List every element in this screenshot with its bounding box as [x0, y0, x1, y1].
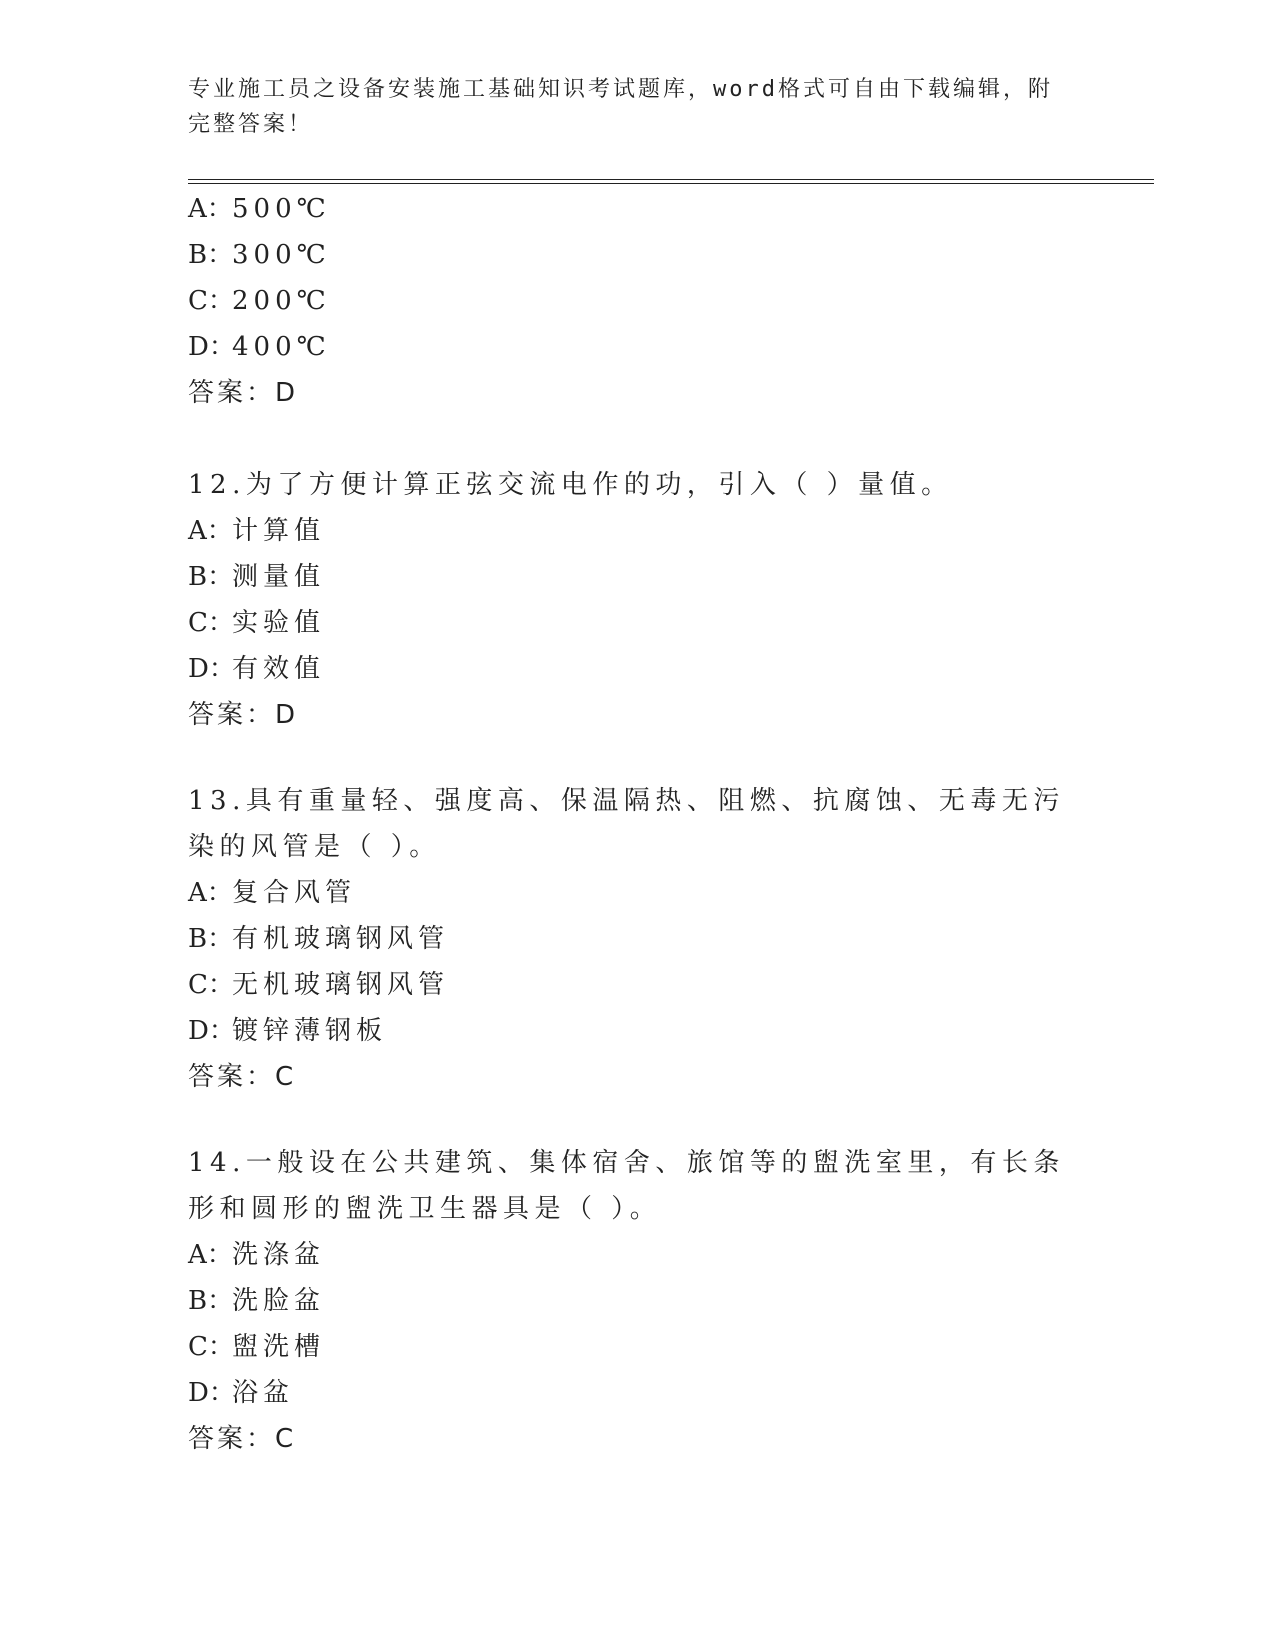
- option-b: [188, 1278, 1088, 1324]
- option-label: B：: [188, 240, 234, 270]
- option-label: D：: [188, 1378, 235, 1408]
- document-header: 专业施工员之设备安装施工基础知识考试题库，word格式可自由下载编辑，附完整答案！: [188, 77, 1053, 137]
- option-text: 400℃: [232, 332, 331, 362]
- option-label: C：: [188, 970, 234, 1000]
- option-d: [188, 1370, 1088, 1416]
- option-label: A：: [188, 194, 233, 224]
- question-block-12: [188, 462, 1088, 738]
- option-d: [188, 1008, 1088, 1054]
- question-block-11: [188, 186, 1088, 416]
- option-label: D：: [188, 654, 235, 684]
- option-label: C：: [188, 1332, 234, 1362]
- option-text: 200℃: [232, 286, 331, 316]
- option-label: A：: [188, 516, 233, 546]
- option-text: 洗脸盆: [232, 1286, 326, 1316]
- option-text: 测量值: [232, 562, 326, 592]
- option-a: [188, 870, 1088, 916]
- option-a: [188, 508, 1088, 554]
- option-text: 盥洗槽: [232, 1332, 326, 1362]
- option-text: 复合风管: [232, 878, 357, 908]
- option-text: 有效值: [232, 654, 326, 684]
- question-text: 12.为了方便计算正弦交流电作的功，引入（ ）量值。: [188, 470, 953, 500]
- option-text: 洗涤盆: [232, 1240, 326, 1270]
- option-text: 500℃: [232, 194, 331, 224]
- option-d: [188, 646, 1088, 692]
- option-label: A：: [188, 1240, 233, 1270]
- answer-line: 答案：C: [188, 1062, 297, 1092]
- answer-line: 答案：C: [188, 1424, 297, 1454]
- option-label: B：: [188, 1286, 234, 1316]
- option-text: 无机玻璃钢风管: [232, 970, 450, 1000]
- option-label: D：: [188, 1016, 235, 1046]
- option-a: [188, 186, 1088, 232]
- option-c: [188, 278, 1088, 324]
- header-rule-bottom: [188, 183, 1154, 184]
- option-label: B：: [188, 924, 234, 954]
- question-text: 13.具有重量轻、强度高、保温隔热、阻燃、抗腐蚀、无毒无污染的风管是（ ）。: [188, 786, 1065, 862]
- option-label: C：: [188, 286, 234, 316]
- header-rule-top: [188, 179, 1154, 180]
- option-label: D：: [188, 332, 235, 362]
- question-block-13: [188, 778, 1088, 1100]
- option-a: [188, 1232, 1088, 1278]
- option-label: C：: [188, 608, 234, 638]
- answer-line: 答案：D: [188, 700, 299, 730]
- option-text: 实验值: [232, 608, 326, 638]
- question-block-14: [188, 1140, 1088, 1462]
- option-label: B：: [188, 562, 234, 592]
- option-text: 有机玻璃钢风管: [232, 924, 450, 954]
- option-text: 浴盆: [232, 1378, 295, 1408]
- option-text: 镀锌薄钢板: [232, 1016, 388, 1046]
- option-c: [188, 600, 1088, 646]
- option-b: [188, 232, 1088, 278]
- option-text: 300℃: [232, 240, 331, 270]
- option-label: A：: [188, 878, 233, 908]
- option-text: 计算值: [232, 516, 326, 546]
- option-c: [188, 962, 1088, 1008]
- answer-line: 答案：D: [188, 378, 299, 408]
- option-b: [188, 916, 1088, 962]
- option-d: [188, 324, 1088, 370]
- option-b: [188, 554, 1088, 600]
- question-text: 14.一般设在公共建筑、集体宿舍、旅馆等的盥洗室里，有长条形和圆形的盥洗卫生器具是（ ）。: [188, 1148, 1065, 1224]
- option-c: [188, 1324, 1088, 1370]
